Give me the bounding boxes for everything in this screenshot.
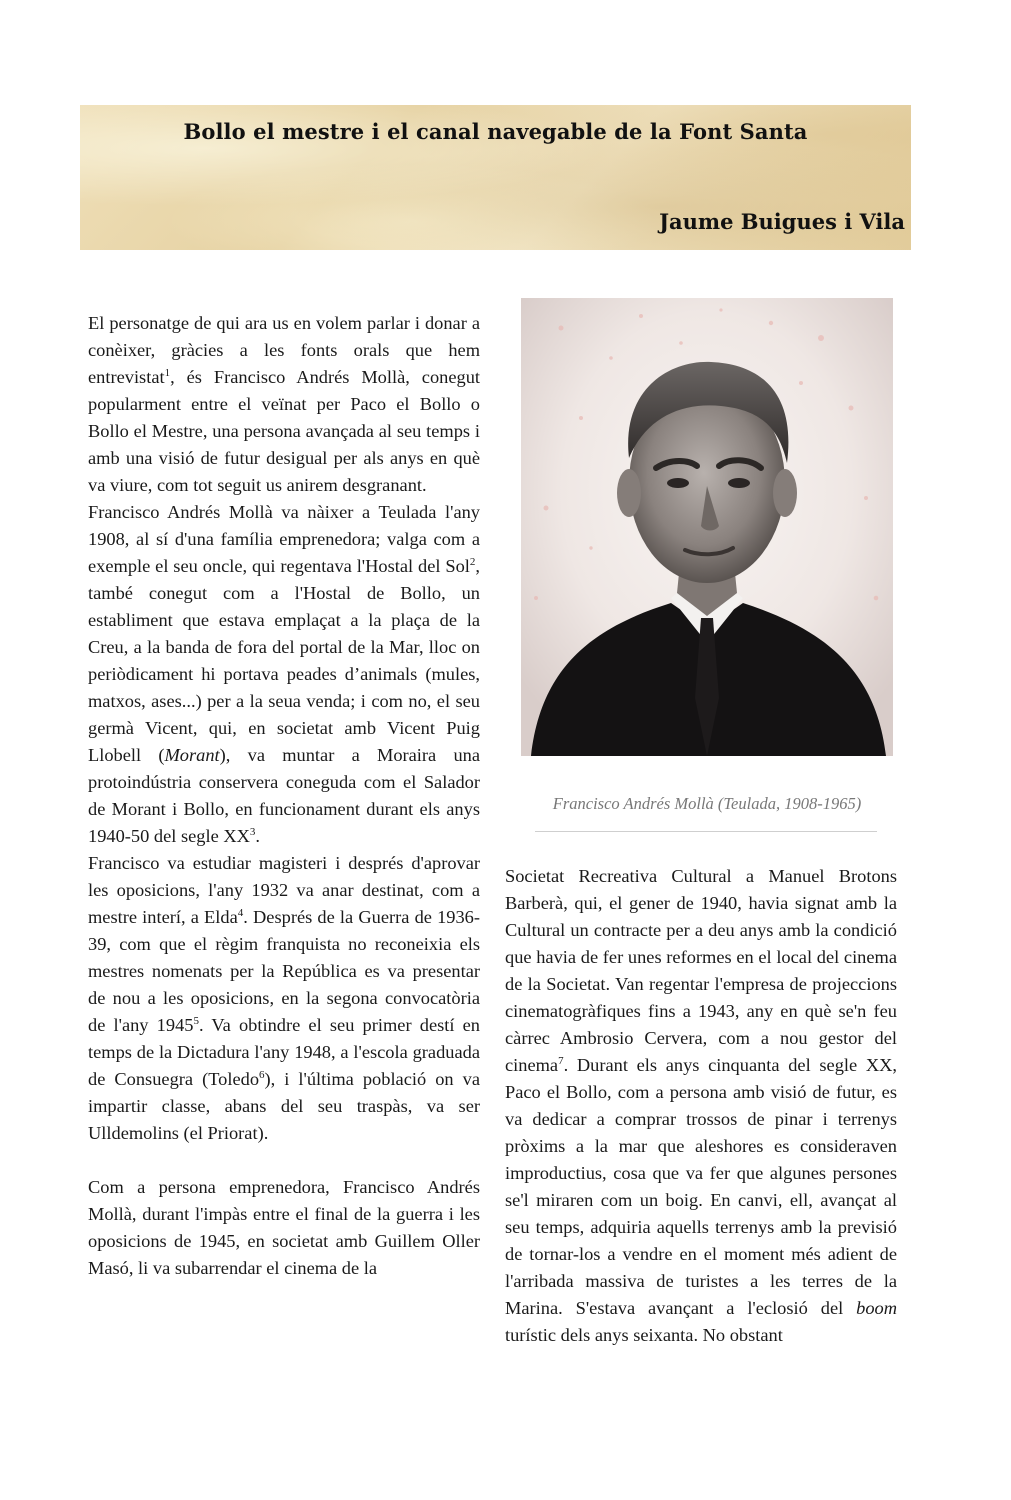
caption-divider <box>535 831 877 832</box>
italic-text: boom <box>856 1298 897 1318</box>
article-title: Bollo el mestre i el canal navegable de la Font Santa <box>183 119 808 144</box>
left-text-column <box>88 310 480 1282</box>
text-run: Francisco Andrés Mollà va nàixer a Teulada l'any 1908, al sí d'una família emprenedora; valga com a exemple el seu oncle, qui regentava l'Hostal del Sol <box>88 502 480 576</box>
italic-text: Morant <box>164 745 220 765</box>
text-run: . Va obtindre el seu primer destí en temps de la Dictadura l'any 1948, a l'escola graduada de Consuegra (Toledo <box>88 1015 481 1089</box>
text-run: Societat Recreativa Cultural a Manuel Brotons Barberà, qui, el gener de 1940, havia signat amb la Cultural un contracte per a deu anys amb la condició que havia de fer unes reformes en el local del cinema de la Societat. Van regentar l'empresa de projeccions cinematogràfiques fins a 1943, any en què se'n feu càrrec Ambrosio Cervera, com a nou gestor del cinema <box>505 866 897 1075</box>
text-run: Francisco va estudiar magisteri i després d'aprovar les oposicions, l'any 1932 va anar destinat, com a mestre interí, a Elda <box>88 853 480 927</box>
text-run: . Durant els anys cinquanta del segle XX, Paco el Bollo, com a persona amb visió de futur, es va dedicar a comprar trossos de pinar i terrenys pròxims a la mar que aleshores es consideraven improductius, cosa que va fer que algunes persones se'l miraren com un boig. En canvi, ell, avançat al seu temps, adquiria aquells terrenys amb la previsió de tornar-los a vendre en el moment més adient de l'arribada massiva de turistes a les terres de la Marina. S'estava avançant a l'eclosió del <box>505 1055 897 1318</box>
footnote-ref: 2 <box>469 556 476 568</box>
portrait-illustration <box>521 298 893 756</box>
article-author: Jaume Buigues i Vila <box>659 209 905 234</box>
portrait-photo <box>521 298 893 756</box>
text-run: El personatge de qui ara us en volem parlar i donar a conèixer, gràcies a les fonts orals que hem entrevistat <box>88 313 480 387</box>
footnote-ref: 3 <box>249 826 256 838</box>
footnote-ref: 4 <box>237 907 244 919</box>
right-text-column <box>505 863 897 1349</box>
footnote-ref: 7 <box>558 1055 564 1067</box>
footnote-ref: 5 <box>193 1015 199 1027</box>
footnote-ref: 1 <box>164 367 171 379</box>
paragraph <box>88 499 480 850</box>
text-run: ), i l'última població on va impartir classe, abans del seu traspàs, va ser Ulldemolins (el Priorat). <box>88 1069 481 1143</box>
text-run: . Després de la Guerra de 1936-39, com que el règim franquista no reconeixia els mestres nomenats per la República es va presentar de nou a les oposicions, en la segona convocatòria de l'any 1945 <box>88 907 480 1035</box>
photo-caption: Francisco Andrés Mollà (Teulada, 1908-1965) <box>552 794 862 813</box>
paragraph <box>505 863 897 1349</box>
text-run: ), va muntar a Moraira una protoindústria conservera coneguda com el Salador de Morant i Bollo, en funcionament durant els anys 1940-50 del segle XX <box>88 745 480 846</box>
footnote-ref: 6 <box>259 1069 265 1081</box>
text-run: . <box>255 826 261 846</box>
paragraph <box>88 310 480 499</box>
text-run: turístic dels anys seixanta. No obstant <box>505 1325 783 1345</box>
paragraph: Com a persona emprenedora, Francisco Andrés Mollà, durant l'impàs entre el final de la guerra i les oposicions de 1945, en societat amb Guillem Oller Masó, li va subarrendar el cinema de la <box>88 1177 480 1278</box>
text-run: , també conegut com a l'Hostal de Bollo, un establiment que estava emplaçat a la plaça de la Creu, a la banda de fora del portal de la Mar, lloc on periòdicament hi portava peades d’animals (mules, matxos, ases...) per a la seua venda; i com no, el seu germà Vicent, qui, en societat amb Vicent Puig Llobell ( <box>88 556 480 765</box>
title-banner <box>80 105 911 250</box>
text-run: , és Francisco Andrés Mollà, conegut popularment entre el veïnat per Paco el Bollo o Bollo el Mestre, una persona avançada al seu temps i amb una visió de futur desigual per als anys en què va viure, com tot seguit us anirem desgranant. <box>88 367 480 495</box>
paragraph <box>88 850 480 1147</box>
